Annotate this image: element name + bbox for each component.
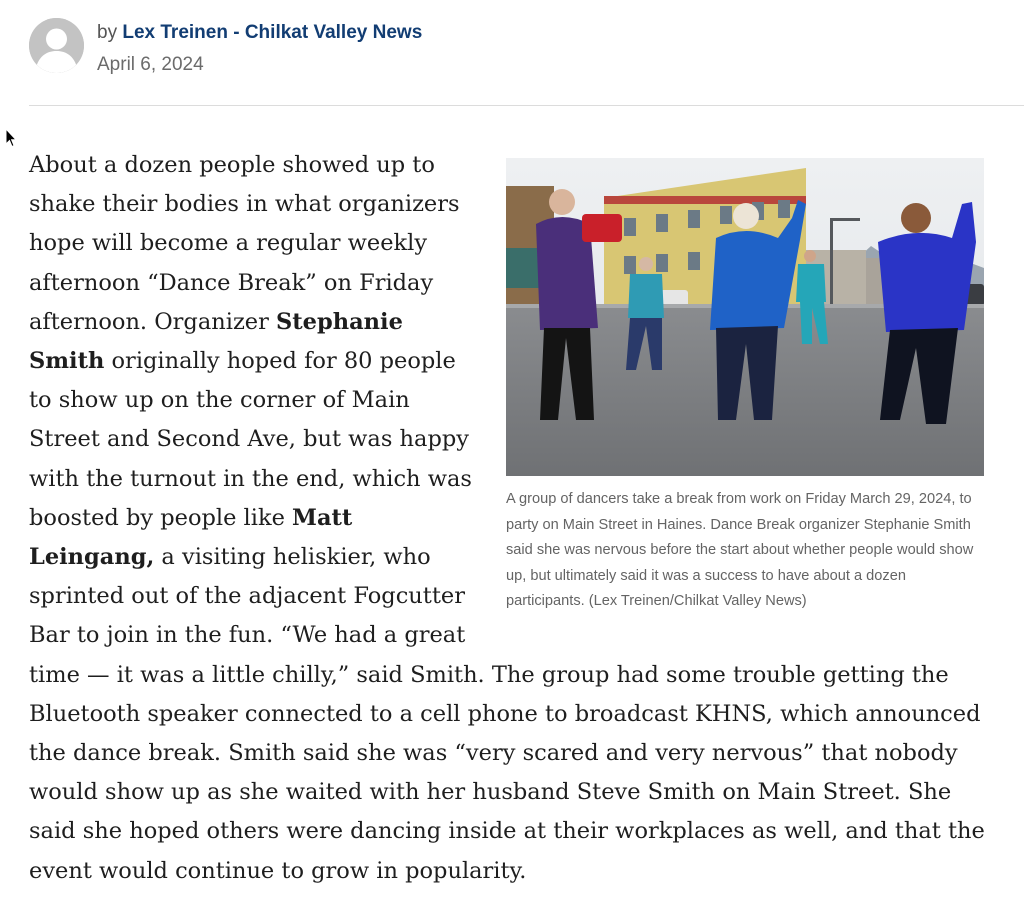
article-body: [29, 146, 991, 891]
header-divider: [29, 105, 1024, 106]
photo-caption: A group of dancers take a break from work on Friday March 29, 2024, to party on Main Street in Haines. Dance Break organizer Stephanie Smith said she was nervous before the start about whether people would show up, but ultimately said it was a success to have about a dozen participants. (Lex Treinen/Chilkat Valley News): [506, 491, 974, 609]
article-text-1: About a dozen people showed up to shake their bodies in what organizers hope will become a regular weekly afternoon “Dance Break” on Friday afternoon. Organizer: [29, 152, 460, 335]
heliskier-name: Matt Leingang,: [29, 504, 353, 571]
dancers-photo[interactable]: [506, 158, 984, 476]
organizer-name: Stephanie Smith: [29, 308, 403, 375]
article-figure: [506, 158, 984, 615]
author-link[interactable]: Lex Treinen - Chilkat Valley News: [122, 22, 423, 43]
byline-prefix: by: [97, 22, 118, 43]
mouse-cursor-icon: [5, 128, 17, 148]
article-text-2: originally hoped for 80 people to show up on the corner of Main Street and Second Ave, but was happy with the turnout in the end, which was boosted by people like: [29, 348, 472, 531]
default-avatar-icon: [29, 18, 84, 73]
byline-line: [97, 22, 422, 44]
article-text-3: a visiting heliskier, who sprinted out of the adjacent Fogcutter Bar to join in the fun. “We had a great time — it was a little chilly,” said Smith. The group had some trouble getting the Bluetooth speaker connected to a cell phone to broadcast KHNS, which announced the dance break. Smith said she was “very scared and very nervous” that nobody would show up as she waited with her husband Steve Smith on Main Street. She said she hoped others were dancing inside at their workplaces as well, and that the event would continue to grow in popularity.: [29, 544, 985, 884]
publish-date: April 6, 2024: [97, 54, 204, 75]
